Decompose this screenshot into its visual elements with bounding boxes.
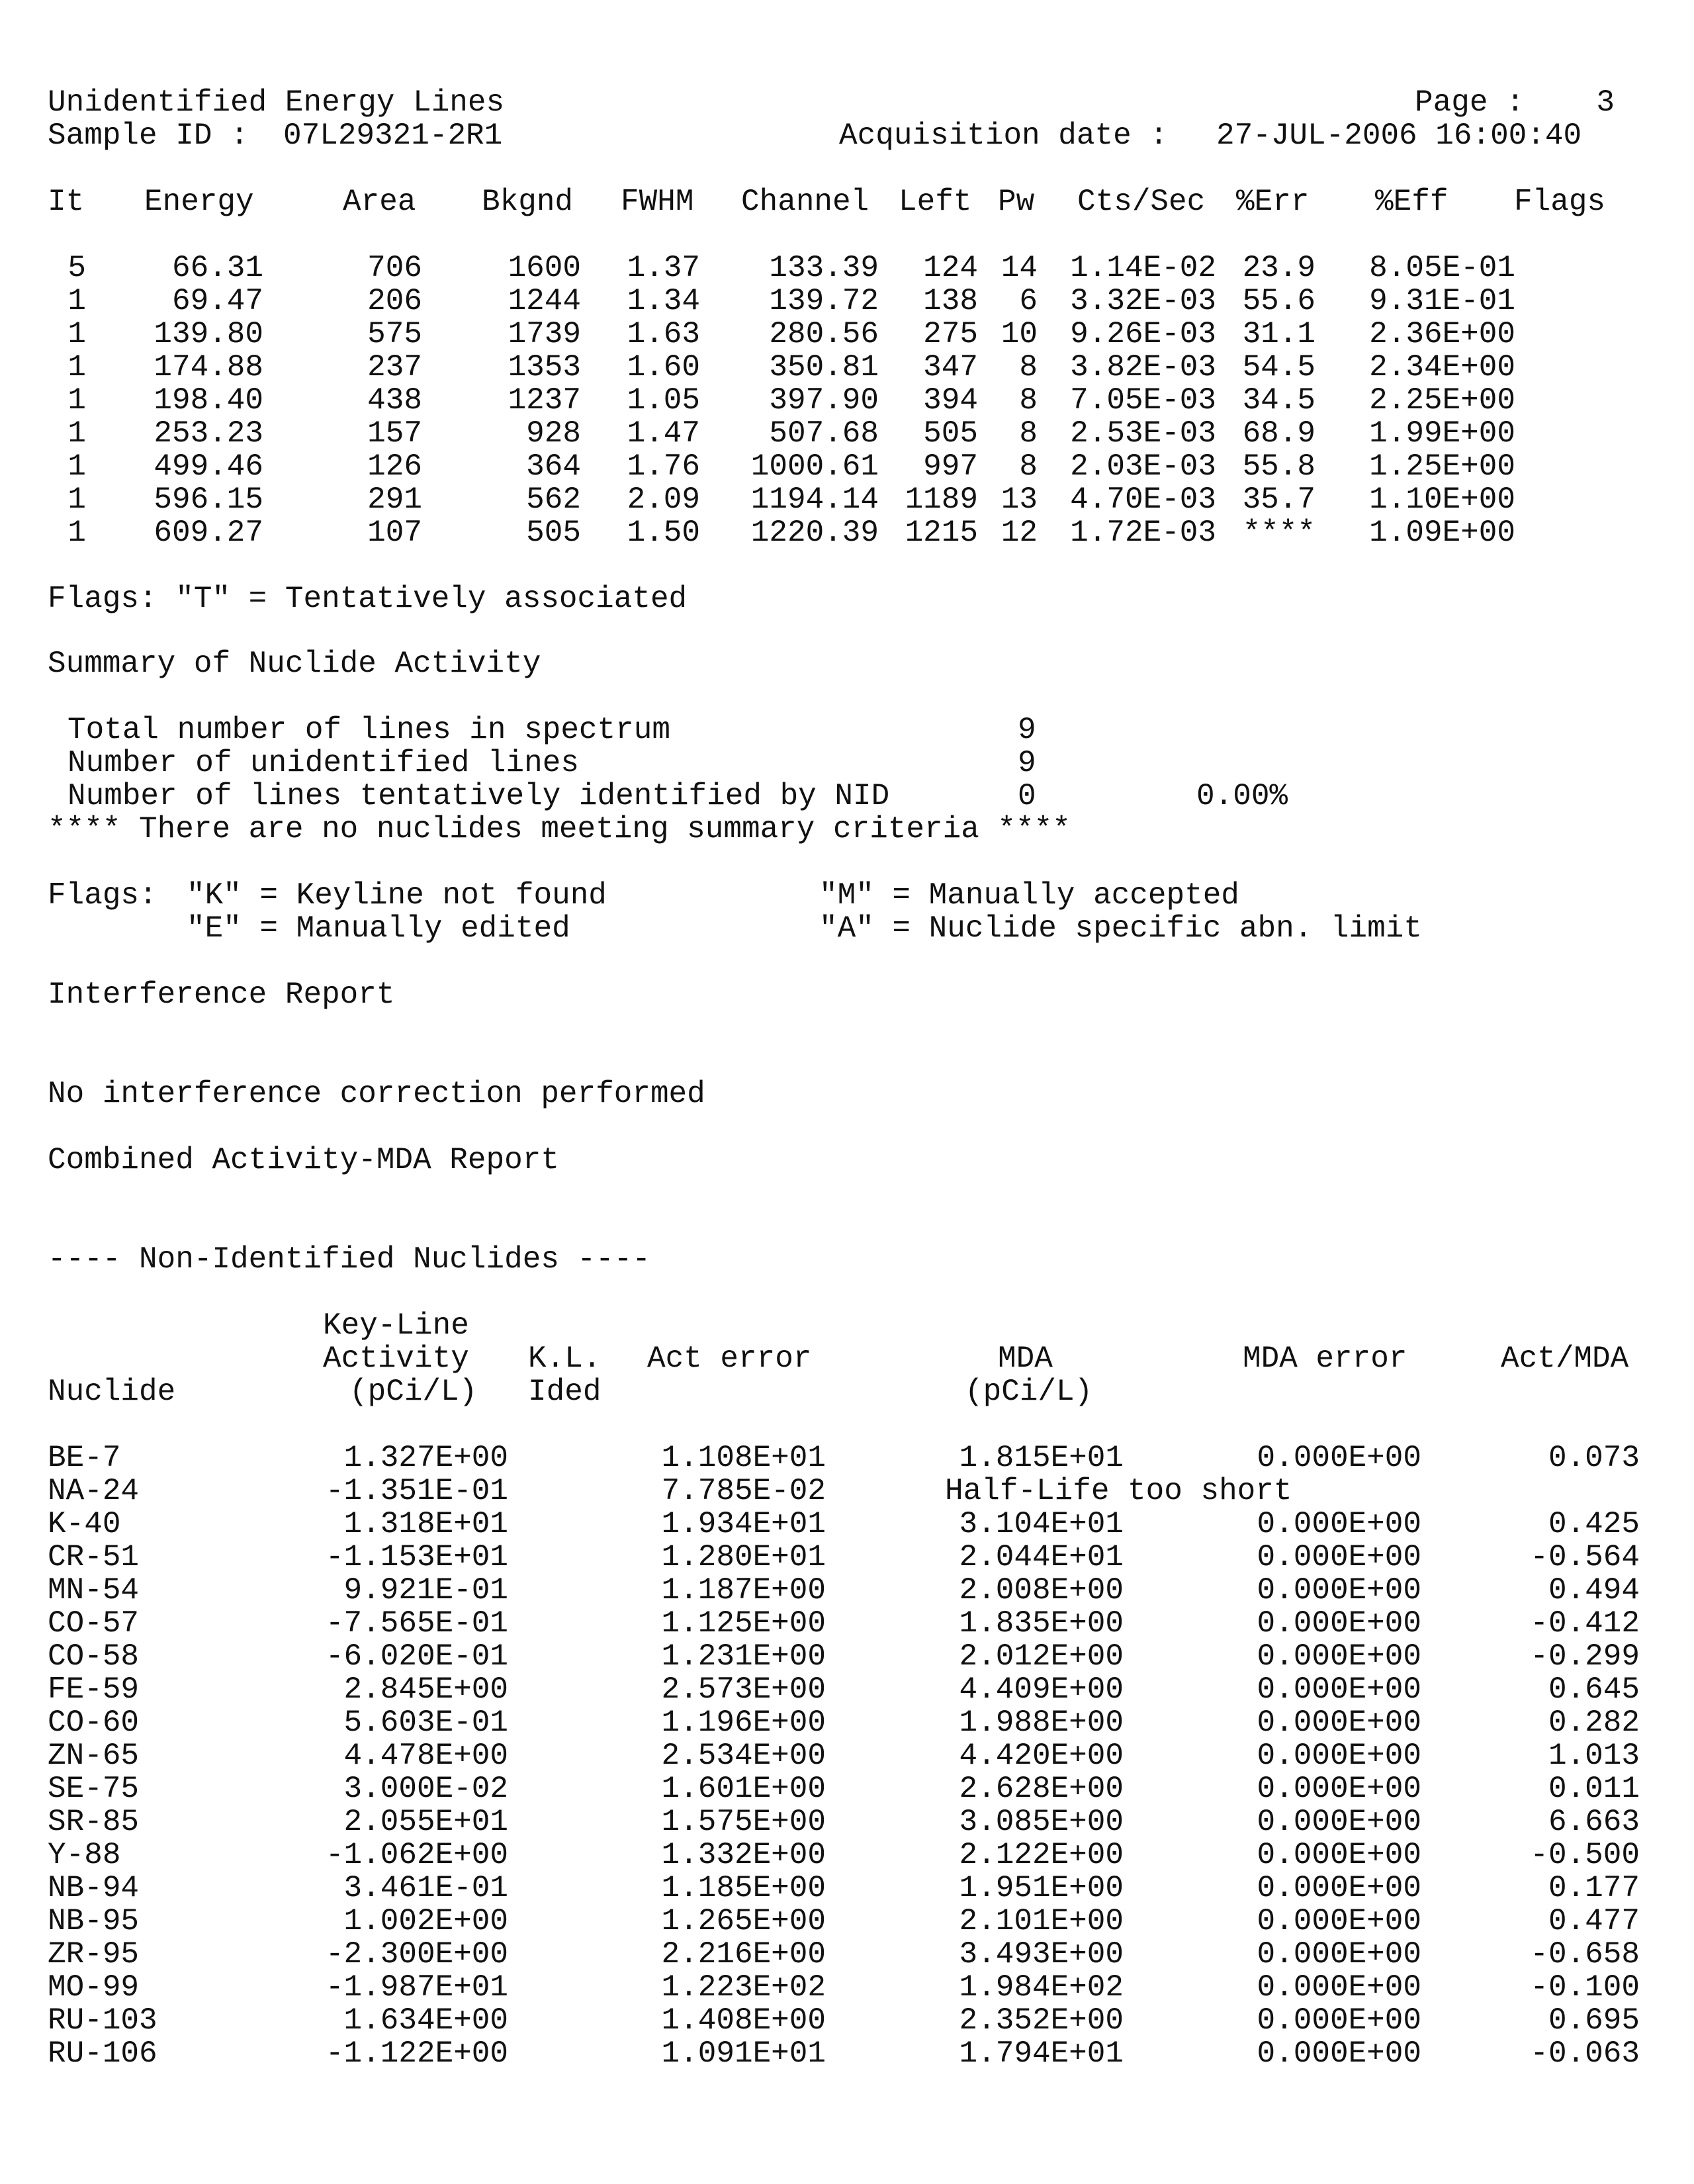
energy-table-row: [0, 285, 1694, 318]
nuclide-cell: 0.177: [1548, 1871, 1640, 1905]
energy-cell: 3.82E-03: [1070, 350, 1216, 385]
energy-cell: 1.60: [627, 350, 700, 385]
nuclide-row: [0, 1673, 1694, 1706]
energy-cell: 275: [923, 317, 978, 351]
flags-note: Flags: "T" = Tentatively associated: [48, 582, 688, 616]
header-act-mda: Act/MDA: [1501, 1342, 1629, 1376]
nuclide-cell: 1.185E+00: [661, 1871, 826, 1905]
nuclide-cell: 2.101E+00: [959, 1904, 1124, 1938]
energy-cell: 10: [1001, 317, 1038, 351]
energy-table-row: [0, 351, 1694, 384]
energy-cell: ****: [1242, 516, 1315, 550]
nuclide-cell: 1.984E+02: [959, 1970, 1124, 2005]
nuclide-cell: 0.000E+00: [1257, 1507, 1421, 1541]
energy-cell: 3.32E-03: [1070, 284, 1216, 318]
nuclide-cell: 1.332E+00: [661, 1838, 826, 1872]
nuclide-cell: 0.000E+00: [1257, 1937, 1421, 1972]
energy-cell: 1237: [508, 383, 581, 418]
col-header: Left: [899, 185, 972, 219]
nuclide-cell: 0.000E+00: [1257, 2036, 1421, 2071]
nuclide-row: [0, 1872, 1694, 1905]
nuclide-cell: -0.564: [1530, 1540, 1640, 1574]
energy-cell: 8: [1019, 383, 1038, 418]
nuclide-cell: -1.062E+00: [325, 1838, 508, 1872]
energy-cell: 133.39: [769, 251, 879, 285]
nuclide-cell: RU-103: [48, 2003, 157, 2038]
nuclide-cell: RU-106: [48, 2036, 157, 2071]
energy-cell: 6: [1019, 284, 1038, 318]
energy-cell: 12: [1001, 516, 1038, 550]
nuclide-cell: 1.794E+01: [959, 2036, 1124, 2071]
energy-cell: 1: [67, 350, 86, 385]
energy-cell: 7.05E-03: [1070, 383, 1216, 418]
energy-table-row: [0, 318, 1694, 351]
nuclide-cell: 0.645: [1548, 1672, 1640, 1707]
nuclide-cell: CO-60: [48, 1706, 140, 1740]
energy-cell: 206: [367, 284, 422, 318]
summary-unidentified-value: 9: [1018, 746, 1036, 780]
nuclide-cell: 1.988E+00: [959, 1706, 1124, 1740]
nuclide-cell: 3.493E+00: [959, 1937, 1124, 1972]
energy-cell: 1000.61: [750, 449, 879, 484]
nuclide-cell: 5.603E-01: [343, 1706, 508, 1740]
energy-cell: 1.76: [627, 449, 700, 484]
flags-legend-label: Flags:: [48, 878, 157, 913]
col-header: It: [48, 185, 85, 219]
nuclide-cell: 0.477: [1548, 1904, 1640, 1938]
nuclide-cell: 1.091E+01: [661, 2036, 826, 2071]
energy-cell: 596.15: [154, 482, 263, 517]
col-header: Channel: [741, 185, 869, 219]
flag-e: "E" = Manually edited: [187, 911, 570, 946]
nuclide-cell: -1.987E+01: [325, 1970, 508, 2005]
nuclide-cell: CO-57: [48, 1606, 140, 1641]
energy-table-row: [0, 417, 1694, 450]
nuclide-row: [0, 1441, 1694, 1475]
energy-cell: 5: [67, 251, 86, 285]
nuclide-cell: -6.020E-01: [325, 1639, 508, 1674]
sample-id-label: Sample ID :: [48, 118, 249, 153]
energy-cell: 1215: [905, 516, 978, 550]
energy-cell: 1353: [508, 350, 581, 385]
summary-total-label: Total number of lines in spectrum: [67, 713, 670, 747]
energy-table-row: [0, 483, 1694, 516]
energy-cell: 280.56: [769, 317, 879, 351]
energy-cell: 253.23: [154, 416, 263, 451]
energy-cell: 139.72: [769, 284, 879, 318]
header-mda: MDA: [998, 1342, 1053, 1376]
nuclide-cell: BE-7: [48, 1441, 121, 1475]
nuclide-cell: -0.063: [1530, 2036, 1640, 2071]
header-act-error: Act error: [647, 1342, 812, 1376]
nuclide-row: [0, 1640, 1694, 1673]
energy-cell: 2.53E-03: [1070, 416, 1216, 451]
nuclide-cell: 3.104E+01: [959, 1507, 1124, 1541]
nuclide-cell: 0.000E+00: [1257, 1904, 1421, 1938]
nuclide-cell: 0.011: [1548, 1772, 1640, 1806]
nuclide-row: [0, 1508, 1694, 1541]
nuclide-cell: SE-75: [48, 1772, 140, 1806]
nuclide-cell: 0.425: [1548, 1507, 1640, 1541]
energy-cell: 394: [923, 383, 978, 418]
energy-cell: 2.25E+00: [1369, 383, 1515, 418]
combined-subtitle: ---- Non-Identified Nuclides ----: [48, 1242, 650, 1277]
nuclide-cell: -1.153E+01: [325, 1540, 508, 1574]
energy-cell: 2.09: [627, 482, 700, 517]
nuclide-cell: 0.000E+00: [1257, 1805, 1421, 1839]
energy-cell: 507.68: [769, 416, 879, 451]
energy-cell: 575: [367, 317, 422, 351]
nuclide-cell: Half-Life too short: [945, 1474, 1292, 1508]
nuclide-cell: 3.461E-01: [343, 1871, 508, 1905]
nuclide-cell: NB-94: [48, 1871, 140, 1905]
nuclide-cell: 2.055E+01: [343, 1805, 508, 1839]
energy-cell: 2.34E+00: [1369, 350, 1515, 385]
nuclide-cell: 1.575E+00: [661, 1805, 826, 1839]
nuclide-cell: 0.695: [1548, 2003, 1640, 2038]
energy-cell: 438: [367, 383, 422, 418]
energy-cell: 997: [923, 449, 978, 484]
nuclide-cell: 0.000E+00: [1257, 1706, 1421, 1740]
energy-cell: 1.47: [627, 416, 700, 451]
page-label: Page :: [1415, 85, 1525, 120]
nuclide-row: [0, 1607, 1694, 1640]
nuclide-cell: -0.658: [1530, 1937, 1640, 1972]
nuclide-cell: 0.000E+00: [1257, 1970, 1421, 2005]
summary-total-value: 9: [1018, 713, 1036, 747]
energy-cell: 1.10E+00: [1369, 482, 1515, 517]
flag-m: "M" = Manually accepted: [819, 878, 1239, 913]
energy-cell: 706: [367, 251, 422, 285]
nuclide-row: [0, 1475, 1694, 1508]
nuclide-cell: K-40: [48, 1507, 121, 1541]
nuclide-cell: MN-54: [48, 1573, 140, 1608]
nuclide-row: [0, 1905, 1694, 1938]
nuclide-cell: 1.108E+01: [661, 1441, 826, 1475]
nuclide-cell: FE-59: [48, 1672, 140, 1707]
header-kl: K.L.: [528, 1342, 602, 1376]
energy-cell: 1: [67, 383, 86, 418]
col-header: %Eff: [1375, 185, 1449, 219]
energy-cell: 69.47: [171, 284, 263, 318]
nuclide-cell: NB-95: [48, 1904, 140, 1938]
nuclide-cell: -7.565E-01: [325, 1606, 508, 1641]
summary-title: Summary of Nuclide Activity: [48, 647, 541, 681]
nuclide-cell: -1.122E+00: [325, 2036, 508, 2071]
nuclide-cell: 1.002E+00: [343, 1904, 508, 1938]
summary-tentative-percent: 0.00%: [1196, 779, 1288, 813]
nuclide-cell: 1.318E+01: [343, 1507, 508, 1541]
nuclide-cell: 2.122E+00: [959, 1838, 1124, 1872]
nuclide-cell: 0.282: [1548, 1706, 1640, 1740]
energy-cell: 4.70E-03: [1070, 482, 1216, 517]
nuclide-cell: 2.008E+00: [959, 1573, 1124, 1608]
nuclide-cell: NA-24: [48, 1474, 140, 1508]
header-pci-mda: (pCi/L): [965, 1375, 1093, 1409]
energy-cell: 8: [1019, 449, 1038, 484]
nuclide-row: [0, 1574, 1694, 1607]
energy-cell: 397.90: [769, 383, 879, 418]
nuclide-cell: 1.835E+00: [959, 1606, 1124, 1641]
nuclide-cell: 2.845E+00: [343, 1672, 508, 1707]
energy-cell: 1.72E-03: [1070, 516, 1216, 550]
energy-cell: 55.6: [1242, 284, 1315, 318]
energy-cell: 1194.14: [750, 482, 879, 517]
energy-cell: 1.63: [627, 317, 700, 351]
page-number: 3: [1596, 85, 1615, 120]
nuclide-cell: 0.000E+00: [1257, 1871, 1421, 1905]
energy-cell: 1739: [508, 317, 581, 351]
energy-cell: 499.46: [154, 449, 263, 484]
nuclide-cell: 2.534E+00: [661, 1739, 826, 1773]
energy-cell: 291: [367, 482, 422, 517]
nuclide-cell: -2.300E+00: [325, 1937, 508, 1972]
nuclide-cell: -0.100: [1530, 1970, 1640, 2005]
header-nuclide: Nuclide: [48, 1375, 176, 1409]
nuclide-row: [0, 1805, 1694, 1839]
energy-cell: 34.5: [1242, 383, 1315, 418]
energy-cell: 1.25E+00: [1369, 449, 1515, 484]
nuclide-cell: ZR-95: [48, 1937, 140, 1972]
energy-cell: 1.09E+00: [1369, 516, 1515, 550]
nuclide-cell: ZN-65: [48, 1739, 140, 1773]
nuclide-cell: 1.634E+00: [343, 2003, 508, 2038]
summary-tentative-value: 0: [1018, 779, 1036, 813]
energy-cell: 237: [367, 350, 422, 385]
nuclide-cell: SR-85: [48, 1805, 140, 1839]
energy-cell: 14: [1001, 251, 1038, 285]
energy-cell: 1: [67, 317, 86, 351]
energy-cell: 9.31E-01: [1369, 284, 1515, 318]
energy-cell: 350.81: [769, 350, 879, 385]
col-header: Area: [343, 185, 416, 219]
energy-table-row: [0, 516, 1694, 549]
energy-cell: 1244: [508, 284, 581, 318]
nuclide-cell: 1.265E+00: [661, 1904, 826, 1938]
energy-cell: 2.03E-03: [1070, 449, 1216, 484]
nuclide-cell: -1.351E-01: [325, 1474, 508, 1508]
nuclide-cell: 0.000E+00: [1257, 1540, 1421, 1574]
energy-cell: 1189: [905, 482, 978, 517]
energy-cell: 1: [67, 449, 86, 484]
energy-cell: 157: [367, 416, 422, 451]
header-keyline: Key-Line: [323, 1308, 469, 1343]
nuclide-cell: 0.000E+00: [1257, 1772, 1421, 1806]
energy-cell: 8: [1019, 416, 1038, 451]
nuclide-cell: 2.628E+00: [959, 1772, 1124, 1806]
nuclide-cell: 1.327E+00: [343, 1441, 508, 1475]
nuclide-cell: 0.000E+00: [1257, 1606, 1421, 1641]
energy-cell: 66.31: [171, 251, 263, 285]
nuclide-cell: 3.000E-02: [343, 1772, 508, 1806]
energy-cell: 1.05: [627, 383, 700, 418]
nuclide-cell: 4.420E+00: [959, 1739, 1124, 1773]
nuclide-cell: -0.412: [1530, 1606, 1640, 1641]
col-header: Flags: [1514, 185, 1606, 219]
energy-cell: 139.80: [154, 317, 263, 351]
energy-cell: 1: [67, 482, 86, 517]
nuclide-row: [0, 2004, 1694, 2037]
energy-cell: 1.50: [627, 516, 700, 550]
energy-cell: 13: [1001, 482, 1038, 517]
nuclide-cell: 0.000E+00: [1257, 1739, 1421, 1773]
energy-cell: 1: [67, 416, 86, 451]
nuclide-cell: 2.012E+00: [959, 1639, 1124, 1674]
energy-cell: 1: [67, 284, 86, 318]
report-title: Unidentified Energy Lines: [48, 85, 505, 120]
energy-cell: 562: [526, 482, 581, 517]
energy-cell: 9.26E-03: [1070, 317, 1216, 351]
header-mda-error: MDA error: [1243, 1342, 1407, 1376]
combined-title: Combined Activity-MDA Report: [48, 1143, 559, 1177]
energy-cell: 505: [923, 416, 978, 451]
header-activity: Activity: [323, 1342, 469, 1376]
nuclide-cell: 0.000E+00: [1257, 1838, 1421, 1872]
nuclide-cell: 1.934E+01: [661, 1507, 826, 1541]
nuclide-row: [0, 1938, 1694, 1971]
energy-cell: 54.5: [1242, 350, 1315, 385]
energy-cell: 1.34: [627, 284, 700, 318]
energy-cell: 505: [526, 516, 581, 550]
header-ided: Ided: [528, 1375, 602, 1409]
nuclide-cell: 1.231E+00: [661, 1639, 826, 1674]
col-header: Energy: [144, 185, 254, 219]
energy-cell: 1.37: [627, 251, 700, 285]
nuclide-cell: 4.409E+00: [959, 1672, 1124, 1707]
energy-cell: 126: [367, 449, 422, 484]
nuclide-cell: 1.013: [1548, 1739, 1640, 1773]
nuclide-cell: 6.663: [1548, 1805, 1640, 1839]
summary-no-nuclides: **** There are no nuclides meeting summary criteria ****: [48, 812, 1071, 846]
nuclide-cell: -0.500: [1530, 1838, 1640, 1872]
flag-k: "K" = Keyline not found: [187, 878, 607, 913]
nuclide-row: [0, 1772, 1694, 1805]
energy-cell: 1.99E+00: [1369, 416, 1515, 451]
energy-cell: 928: [526, 416, 581, 451]
energy-cell: 174.88: [154, 350, 263, 385]
energy-table-header: [0, 185, 1694, 218]
energy-cell: 68.9: [1242, 416, 1315, 451]
nuclide-row: [0, 1706, 1694, 1739]
nuclide-cell: 1.196E+00: [661, 1706, 826, 1740]
nuclide-cell: 0.073: [1548, 1441, 1640, 1475]
energy-cell: 347: [923, 350, 978, 385]
nuclide-cell: CR-51: [48, 1540, 140, 1574]
energy-table-row: [0, 450, 1694, 483]
nuclide-cell: -0.299: [1530, 1639, 1640, 1674]
nuclide-cell: 4.478E+00: [343, 1739, 508, 1773]
nuclide-cell: 1.951E+00: [959, 1871, 1124, 1905]
nuclide-cell: 2.044E+01: [959, 1540, 1124, 1574]
col-header: Pw: [998, 185, 1035, 219]
col-header: FWHM: [621, 185, 694, 219]
nuclide-cell: Y-88: [48, 1838, 121, 1872]
flag-a: "A" = Nuclide specific abn. limit: [819, 911, 1422, 946]
col-header: Bkgnd: [482, 185, 574, 219]
energy-cell: 31.1: [1242, 317, 1315, 351]
energy-cell: 1: [67, 516, 86, 550]
nuclide-cell: 2.352E+00: [959, 2003, 1124, 2038]
nuclide-row: [0, 1839, 1694, 1872]
nuclide-cell: 1.187E+00: [661, 1573, 826, 1608]
energy-table-row: [0, 251, 1694, 285]
energy-cell: 8: [1019, 350, 1038, 385]
nuclide-cell: 9.921E-01: [343, 1573, 508, 1608]
energy-cell: 107: [367, 516, 422, 550]
nuclide-cell: CO-58: [48, 1639, 140, 1674]
interference-note: No interference correction performed: [48, 1077, 705, 1111]
col-header: %Err: [1236, 185, 1310, 219]
energy-cell: 23.9: [1242, 251, 1315, 285]
nuclide-row: [0, 1739, 1694, 1772]
header-pci-activity: (pCi/L): [349, 1375, 478, 1409]
nuclide-cell: 1.223E+02: [661, 1970, 826, 2005]
acquisition-label: Acquisition date :: [839, 118, 1168, 153]
energy-cell: 1220.39: [750, 516, 879, 550]
energy-cell: 124: [923, 251, 978, 285]
energy-cell: 609.27: [154, 516, 263, 550]
energy-cell: 8.05E-01: [1369, 251, 1515, 285]
energy-cell: 138: [923, 284, 978, 318]
nuclide-row: [0, 1541, 1694, 1574]
energy-cell: 364: [526, 449, 581, 484]
nuclide-cell: 0.000E+00: [1257, 1441, 1421, 1475]
nuclide-row: [0, 1971, 1694, 2004]
energy-cell: 1600: [508, 251, 581, 285]
interference-title: Interference Report: [48, 978, 395, 1012]
nuclide-cell: 1.815E+01: [959, 1441, 1124, 1475]
nuclide-cell: 7.785E-02: [661, 1474, 826, 1508]
summary-unidentified-label: Number of unidentified lines: [67, 746, 579, 780]
nuclide-cell: 0.000E+00: [1257, 2003, 1421, 2038]
nuclide-cell: 1.125E+00: [661, 1606, 826, 1641]
col-header: Cts/Sec: [1077, 185, 1206, 219]
energy-cell: 198.40: [154, 383, 263, 418]
nuclide-cell: 1.408E+00: [661, 2003, 826, 2038]
nuclide-cell: 0.494: [1548, 1573, 1640, 1608]
nuclide-cell: 1.280E+01: [661, 1540, 826, 1574]
energy-cell: 35.7: [1242, 482, 1315, 517]
energy-cell: 55.8: [1242, 449, 1315, 484]
nuclide-cell: 1.601E+00: [661, 1772, 826, 1806]
energy-cell: 1.14E-02: [1070, 251, 1216, 285]
nuclide-cell: MO-99: [48, 1970, 140, 2005]
sample-id: 07L29321-2R1: [283, 118, 503, 153]
acquisition-date: 27-JUL-2006 16:00:40: [1216, 118, 1582, 153]
nuclide-cell: 3.085E+00: [959, 1805, 1124, 1839]
summary-tentative-label: Number of lines tentatively identified by NID: [67, 779, 890, 813]
nuclide-cell: 2.573E+00: [661, 1672, 826, 1707]
energy-cell: 2.36E+00: [1369, 317, 1515, 351]
energy-table-row: [0, 384, 1694, 417]
nuclide-row: [0, 2037, 1694, 2070]
nuclide-cell: 0.000E+00: [1257, 1672, 1421, 1707]
nuclide-cell: 2.216E+00: [661, 1937, 826, 1972]
nuclide-cell: 0.000E+00: [1257, 1573, 1421, 1608]
nuclide-cell: 0.000E+00: [1257, 1639, 1421, 1674]
